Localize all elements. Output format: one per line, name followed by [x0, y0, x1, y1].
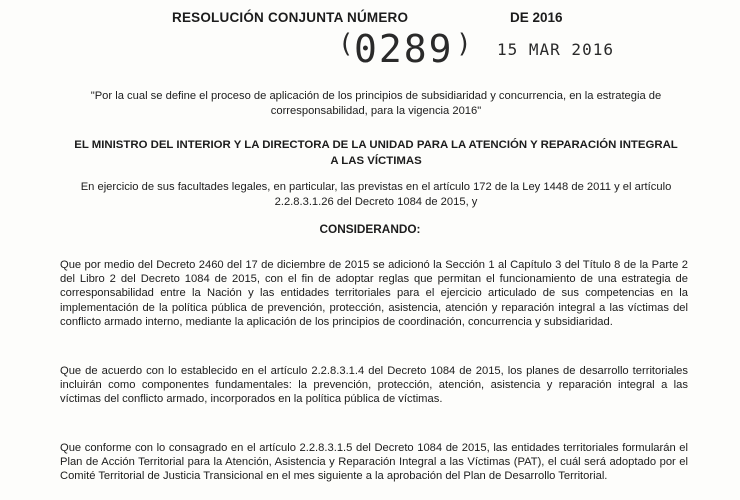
resolution-year: DE 2016 — [510, 10, 563, 25]
considerando-paragraph: Que de acuerdo con lo establecido en el artículo 2.2.8.3.1.4 del Decreto 1084 de 2015, los planes de desarrollo territoriales incluirán como componentes fundamentales: la prevención, protección, atención, asistencia y reparación integral a las víctimas del conflicto armado, incorporados en la política pública de víctimas. — [60, 365, 688, 406]
considering-heading: CONSIDERANDO: — [319, 222, 421, 236]
date-stamp: 15 MAR 2016 — [497, 40, 614, 59]
considerando-paragraph: Que por medio del Decreto 2460 del 17 de diciembre de 2015 se adicionó la Sección 1 al Capítulo 3 del Título 8 de la Parte 2 del Libro 2 del Decreto 1084 de 2015, con el fin de adoptar reglas que permitan el funcionamiento de una estrategia de corresponsabilidad entre la Nación y las entidades territoriales para el ejercicio articulado de sus competencias en la implementación de la política pública de prevención, protección, asistencia, atención y reparación integral a las víctimas del conflicto armado interno, mediante la aplicación de los principios de coordinación, concurrencia y subsidiaridad. — [60, 259, 688, 328]
resolution-number: 0289 — [354, 27, 454, 71]
resolution-title: RESOLUCIÓN CONJUNTA NÚMERO — [172, 10, 409, 25]
legal-powers-statement: En ejercicio de sus facultades legales, en particular, las previstas en el artículo 172 de la Ley 1448 de 2011 y el artículo 2.2.8.3.1.26 del Decreto 1084 de 2015, y — [80, 181, 672, 208]
open-parenthesis: ( — [338, 29, 354, 59]
considerando-paragraph: Que conforme con lo consagrado en el artículo 2.2.8.3.1.5 del Decreto 1084 de 2015, las entidades territoriales formularán el Plan de Acción Territorial para la Atención, Asistencia y Reparación Integral a las Víctimas (PAT), el cuál será adoptado por el Comité Territorial de Justicia Transicional en el mes siguiente a la aprobación del Plan de Desarrollo Territorial. — [60, 442, 688, 483]
close-parenthesis: ) — [456, 29, 472, 59]
resolution-subject: "Por la cual se define el proceso de aplicación de los principios de subsidiaridad y concurrencia, en la estrategia de corresponsabilidad, para la vigencia 2016" — [90, 90, 662, 117]
issuing-authorities: EL MINISTRO DEL INTERIOR Y LA DIRECTORA DE LA UNIDAD PARA LA ATENCIÓN Y REPARACIÓN INTEGRAL A LAS VÍCTIMAS — [74, 139, 678, 167]
